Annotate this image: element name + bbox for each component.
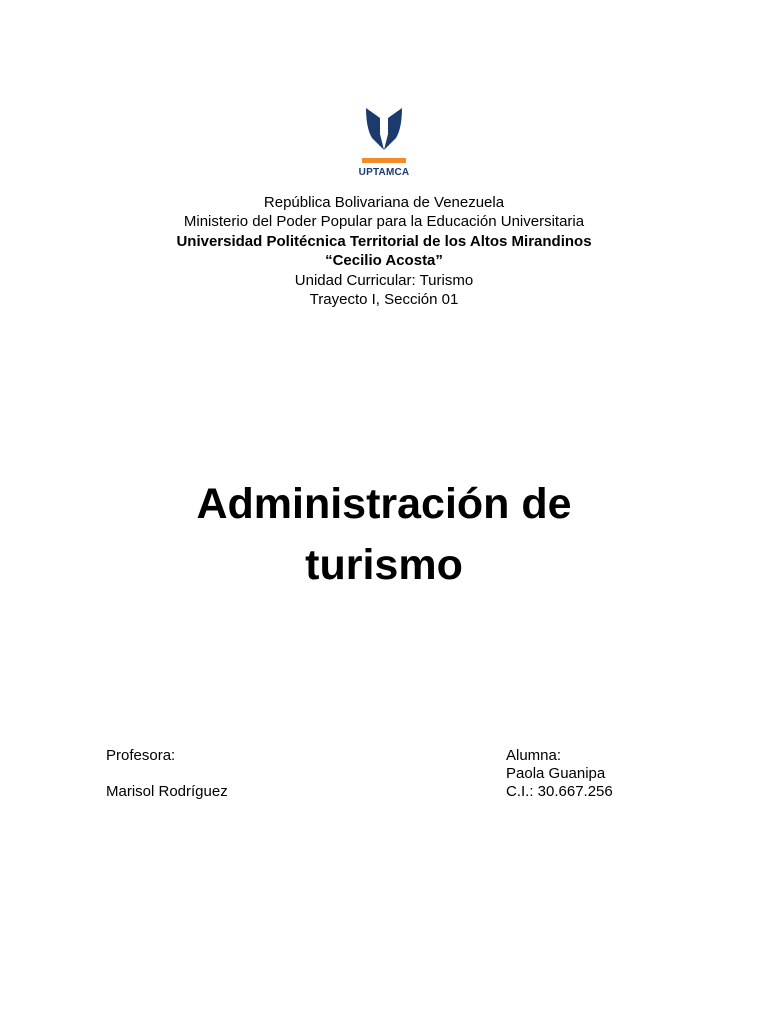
section-line: Trayecto I, Sección 01: [309, 291, 459, 309]
title-line-1: Administración de: [196, 480, 572, 528]
pen-nib-icon: [354, 104, 414, 154]
course-unit-line: Unidad Curricular: Turismo: [294, 271, 474, 289]
university-line: Universidad Politécnica Territorial de los Altos Mirandinos: [176, 232, 592, 250]
logo-bar: [362, 158, 406, 163]
ministry-line: Ministerio del Poder Popular para la Educación Universitaria: [183, 213, 585, 231]
logo-text: UPTAMCA: [358, 167, 410, 178]
university-subname-line: “Cecilio Acosta”: [325, 252, 443, 270]
teacher-label: Profesora:: [106, 747, 176, 764]
country-line: República Bolivariana de Venezuela: [263, 194, 505, 211]
document-title: [0, 474, 768, 596]
university-logo: [354, 104, 414, 180]
teacher-block: [106, 747, 228, 801]
student-name: Paola Guanipa: [506, 765, 606, 782]
student-id: C.I.: 30.667.256: [506, 783, 613, 800]
title-line-2: turismo: [305, 541, 463, 589]
student-block: [506, 747, 613, 801]
student-label: Alumna:: [506, 747, 562, 764]
institution-header: [0, 193, 768, 309]
teacher-name: Marisol Rodríguez: [106, 783, 228, 800]
teacher-spacer: [106, 765, 228, 783]
